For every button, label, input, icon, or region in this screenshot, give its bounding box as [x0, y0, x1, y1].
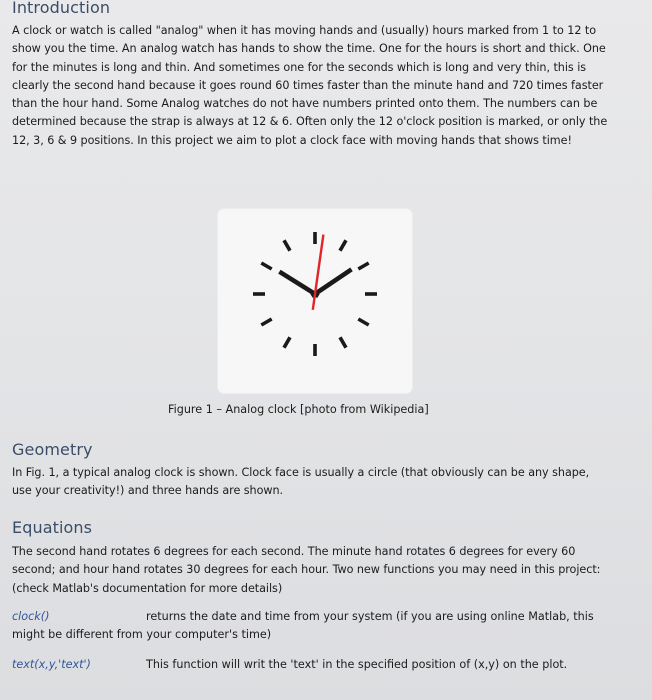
equations-paragraph: The second hand rotates 6 degrees for each second. The minute hand rotates 6 degrees for every 60 second; and hour hand rotates 30 degrees for each hour. Two new functions you may need in this project: (check Matlab's documentation for more details) [12, 545, 601, 595]
hour-mark [340, 240, 346, 250]
hour-hand [279, 272, 318, 296]
analog-clock-icon [218, 209, 412, 393]
hour-mark [261, 319, 271, 325]
text-function-description: This function will writ the 'text' in the specified position of (x,y) on the plot. [146, 658, 568, 671]
hour-mark [284, 337, 290, 347]
clock-function-definition [12, 608, 612, 641]
equations-heading: Equations [12, 518, 93, 537]
analog-clock-figure [218, 209, 412, 393]
hour-mark [340, 337, 346, 347]
clock-function-description: returns the date and time from your system (if you are using online Matlab, this [146, 610, 594, 623]
second-hand [313, 235, 324, 310]
text-function-definition [12, 656, 612, 674]
text-function-name: text(x,y,'text') [12, 658, 91, 671]
clock-function-description-continued: might be different from your computer's time) [12, 628, 272, 641]
clock-hands [279, 235, 351, 310]
hour-mark [358, 319, 368, 325]
figure-caption: Figure 1 – Analog clock [photo from Wikipedia] [168, 403, 429, 416]
introduction-paragraph: A clock or watch is called "analog" when it has moving hands and (usually) hours marked from 1 to 12 to show you the time. An analog watch has hands to show the time. One for the hours is short and thick. One for the minutes is long and thin. And sometimes one for the seconds which is long and very thin, this is clearly the second hand because it goes round 60 times faster than the minute hand and 720 times faster than the hour hand. Some Analog watches do not have numbers printed onto them. The numbers can be determined because the strap is always at 12 & 6. Often only the 12 o'clock position is marked, or only the 12, 3, 6 & 9 positions. In this project we aim to plot a clock face with moving hands that shows time! [12, 24, 608, 147]
clock-function-name: clock() [12, 610, 50, 623]
hour-mark [261, 263, 271, 269]
geometry-paragraph: In Fig. 1, a typical analog clock is shown. Clock face is usually a circle (that obviously can be any shape, use your creativity!) and three hands are shown. [12, 466, 590, 498]
hour-mark [284, 240, 290, 250]
hour-mark [358, 263, 368, 269]
introduction-heading: Introduction [12, 0, 111, 17]
geometry-heading: Geometry [12, 440, 93, 459]
